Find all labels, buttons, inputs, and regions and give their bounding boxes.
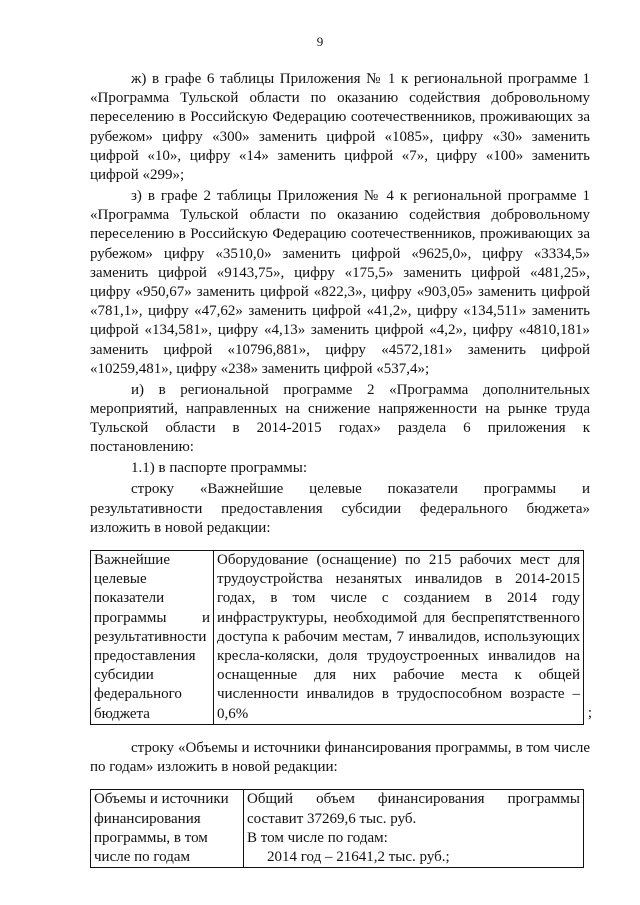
label-line: федерального xyxy=(94,686,182,703)
label-line: субсидии xyxy=(94,667,154,684)
financing-year-2014: 2014 год – 21641,2 тыс. руб.; xyxy=(267,848,450,865)
label-line: числе по годам xyxy=(94,848,191,865)
label-line: программы, в том xyxy=(94,829,208,846)
table-row xyxy=(91,790,584,868)
label-line: предоставления xyxy=(94,648,196,665)
indicators-table-wrap xyxy=(90,550,590,725)
label-line: бюджета xyxy=(94,705,150,722)
financing-table-wrap xyxy=(90,789,590,868)
financing-label-cell xyxy=(91,790,244,868)
label-word: и xyxy=(201,609,210,626)
financing-by-year-heading: В том числе по годам: xyxy=(247,829,388,846)
label-line: Объемы и источники xyxy=(94,791,229,808)
table-trailing-semicolon: ; xyxy=(587,704,592,721)
financing-table xyxy=(90,789,584,868)
paragraph-z: з) в графе 2 таблицы Приложения № 4 к региональной программе 1 «Программа Тульской области по оказанию содействия добровольному переселению в Российскую Федерацию соотечественников, проживающих за рубежом» цифру «3510,0» заменить цифрой «9625,0», цифру «3334,5» заменить цифрой «9143,75», цифру «175,5» заменить цифрой «481,25», цифру «950,67» заменить цифрой «822,3», цифру «903,05» заменить цифрой «781,1», цифру «47,62» заменить цифрой «41,2», цифру «134,511» заменить цифрой «134,581», цифру «4,13» заменить цифрой «4,2», цифру «4810,181» заменить цифрой «10796,881», цифру «4572,181» заменить цифрой «10259,481», цифру «238» заменить цифрой «537,4»; xyxy=(90,188,590,377)
label-line: финансирования xyxy=(94,810,201,827)
spacer xyxy=(90,725,590,739)
paragraph-i: и) в региональной программе 2 «Программа дополнительных мероприятий, направленных на снижение напряженности на рынке труда Тульской области в 2014-2015 годах» раздела 6 приложения к постановлению: xyxy=(90,381,590,456)
financing-value-cell xyxy=(244,790,584,868)
paragraph-passport: 1.1) в паспорте программы: xyxy=(131,460,308,477)
indicators-value-cell: Оборудование (оснащение) по 215 рабочих мест для трудоустройства незанятых инвалидов в 2014-2015 годах, в том числе с созданием в 2014 году инфраструктуры, необходимой для беспрепятственного доступа к рабочим местам, 7 инвалидов, использующих кресла-коляски, доля трудоустроенных инвалидов на оснащенные для них рабочие места к общей численности инвалидов в трудоспособном возрасте – 0,6% xyxy=(214,551,584,725)
table-row xyxy=(91,551,584,725)
document-body xyxy=(90,70,590,868)
label-line: результативности xyxy=(94,628,207,645)
label-word: программы xyxy=(94,609,167,626)
financing-total: Общий объем финансирования программы составит 37269,6 тыс. руб. xyxy=(247,791,580,827)
label-line: Важнейшие xyxy=(94,552,170,569)
label-line: целевые xyxy=(94,571,147,588)
label-line: показатели xyxy=(94,590,165,607)
indicators-label-cell xyxy=(91,551,214,725)
paragraph-indicators-row: строку «Важнейшие целевые показатели программы и результативности предоставления субсидии федерального бюджета» изложить в новой редакции: xyxy=(90,481,590,536)
paragraph-financing-row: строку «Объемы и источники финансирования программы, в том числе по годам» изложить в новой редакции: xyxy=(90,739,590,776)
label-line-split xyxy=(94,609,210,628)
indicators-table xyxy=(90,550,584,725)
page-number: 9 xyxy=(316,34,324,49)
paragraph-zh: ж) в графе 6 таблицы Приложения № 1 к региональной программе 1 «Программа Тульской области по оказанию содействия добровольному переселению в Российскую Федерацию соотечественников, проживающих за рубежом» цифру «300» заменить цифрой «1085», цифру «30» заменить цифрой «10», цифру «14» заменить цифрой «7», цифру «100» заменить цифрой «299»; xyxy=(90,71,590,184)
